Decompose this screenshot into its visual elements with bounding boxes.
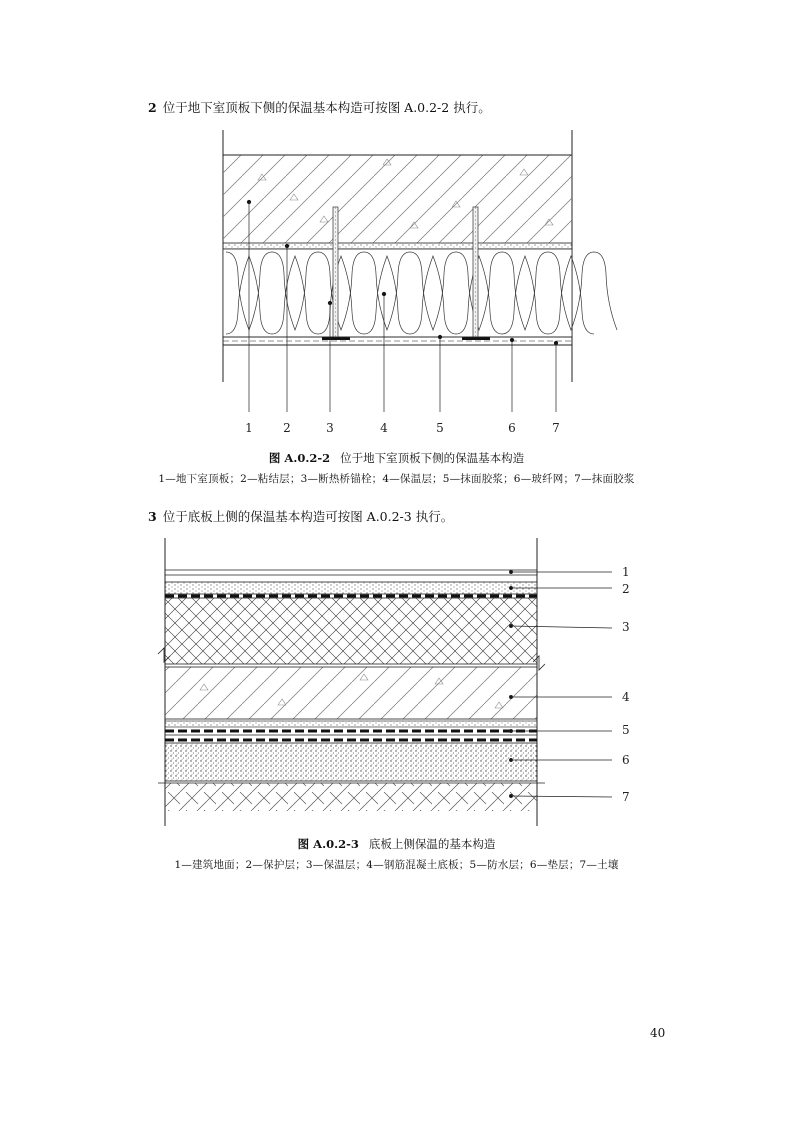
fig1-label-6: 6 (508, 421, 516, 435)
section-2-text: 位于地下室顶板下侧的保温基本构造可按图 A.0.2-2 执行。 (162, 100, 491, 115)
fig2-concrete-slab (165, 667, 537, 719)
section-2-number: 2 (148, 100, 157, 115)
fig1-label-7: 7 (552, 421, 560, 435)
fig1-label-2: 2 (283, 421, 291, 435)
fig2-label-1: 1 (622, 565, 630, 579)
figure-a023-legend: 1—建筑地面；2—保护层；3—保温层；4—钢筋混凝土底板；5—防水层；6—垫层；7—土壤 (174, 859, 619, 871)
figure-a023-caption (0, 836, 793, 852)
figure-a023-caption-number: 图 A.0.2-3 (297, 837, 359, 851)
figure-a022-caption-number: 图 A.0.2-2 (268, 451, 331, 465)
fig2-label-6: 6 (622, 753, 630, 767)
fig2-label-7: 7 (622, 790, 630, 804)
page-number: 40 (650, 1026, 666, 1040)
fig2-cushion-layer (165, 743, 537, 781)
fig1-label-3: 3 (326, 421, 334, 435)
fig1-label-5: 5 (436, 421, 444, 435)
section-3-text: 位于底板上侧的保温基本构造可按图 A.0.2-3 执行。 (162, 509, 454, 524)
section-3-number: 3 (148, 509, 157, 524)
figure-a022-legend: 1—地下室顶板；2—粘结层；3—断热桥锚栓；4—保温层；5—抹面胶浆；6—玻纤网；7—抹面胶浆 (158, 473, 635, 485)
fig2-label-3: 3 (622, 620, 630, 634)
fig2-floor-layer (165, 570, 537, 575)
fig2-label-5: 5 (622, 723, 630, 737)
fig2-protective-layer (165, 582, 537, 596)
fig2-insulation-layer (158, 598, 545, 670)
figure-a022-caption-title: 位于地下室顶板下侧的保温基本构造 (340, 451, 525, 465)
fig2-number-labels (622, 565, 630, 804)
fig1-label-4: 4 (380, 421, 388, 435)
figure-a023-caption-title: 底板上侧保温的基本构造 (368, 837, 496, 851)
fig2-label-4: 4 (622, 690, 630, 704)
fig1-label-1: 1 (245, 421, 253, 435)
fig2-soil-layer (158, 783, 545, 811)
fig2-waterproof-layer (165, 721, 537, 740)
fig2-label-2: 2 (622, 582, 630, 596)
